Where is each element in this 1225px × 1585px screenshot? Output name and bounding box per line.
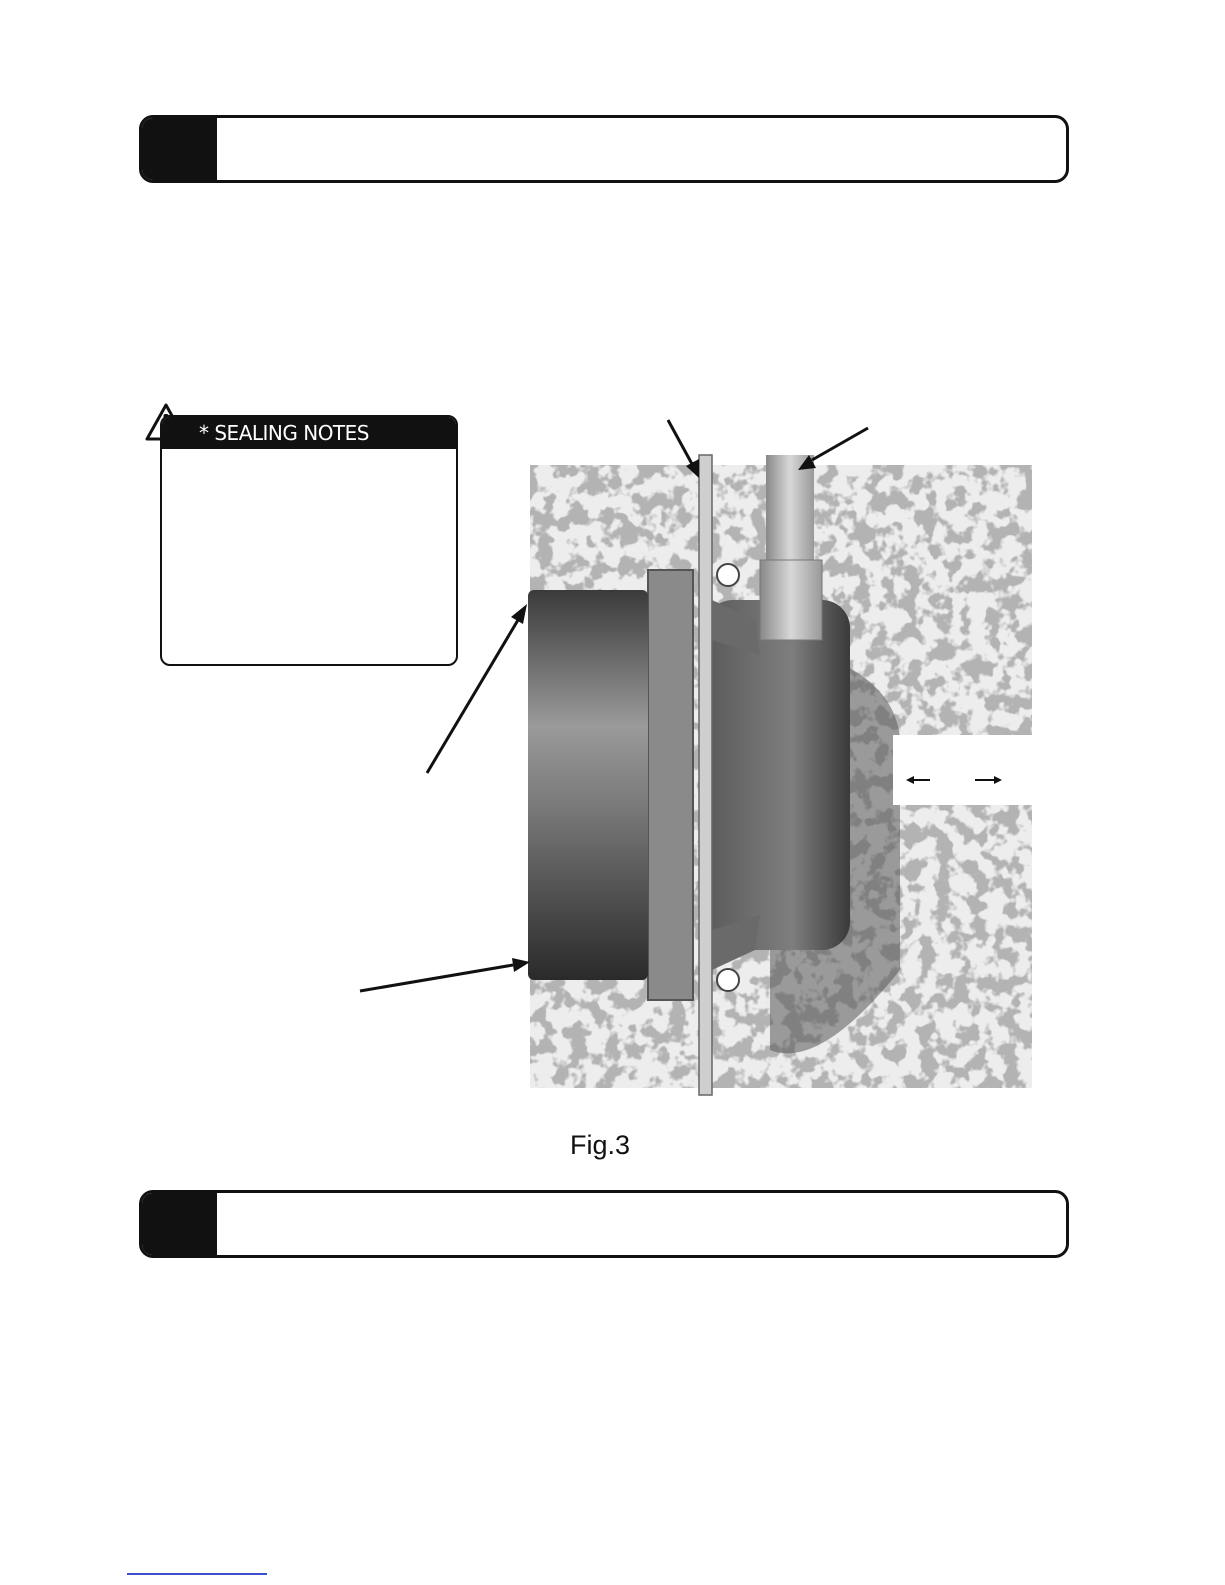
figure-caption: Fig.3	[570, 1130, 631, 1160]
footer-link-underline[interactable]	[127, 1573, 267, 1575]
sealing-notes-title: * SEALING NOTES	[199, 421, 369, 445]
section-number-tab	[142, 1193, 217, 1255]
section-header-bar-bottom	[139, 1190, 1069, 1258]
